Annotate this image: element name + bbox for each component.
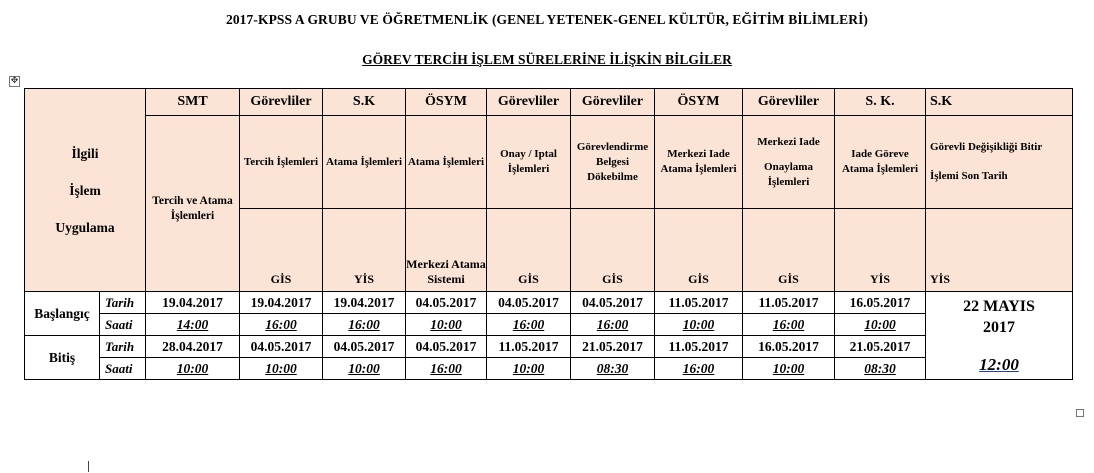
end-time-cell: 16:00 [406,358,487,380]
start-date-cell: 19.04.2017 [146,292,240,314]
start-date-cell: 04.05.2017 [487,292,571,314]
document-subtitle: GÖREV TERCİH İŞLEM SÜRELERİNE İLİŞKİN BİLGİLER [362,52,732,67]
process-header: Merkezi Iade Atama İşlemleri [655,116,743,209]
final-deadline-date: 22 MAYIS [963,298,1035,315]
process-line: Görevli Değişikliği Bitir [930,141,1043,153]
end-date-cell: 21.05.2017 [571,336,655,358]
end-time-cell: 10:00 [323,358,406,380]
start-date-cell: 04.05.2017 [406,292,487,314]
unit-header: ÖSYM [406,89,487,116]
start-time-cell: 16:00 [743,314,835,336]
end-date-cell: 11.05.2017 [655,336,743,358]
end-time-cell: 10:00 [240,358,323,380]
start-time-cell: 16:00 [240,314,323,336]
final-deadline-time: 12:00 [979,355,1019,374]
end-date-cell: 04.05.2017 [323,336,406,358]
end-time-cell: 10:00 [146,358,240,380]
table-move-handle-icon[interactable]: ✥ [10,76,19,86]
system-header: GİS [487,209,571,292]
start-label: Başlangıç [25,292,100,336]
process-header [926,116,1073,209]
start-time-cell: 14:00 [146,314,240,336]
header-row-units [25,89,1073,116]
row-header-cell [25,89,146,292]
process-header: Atama İşlemleri [323,116,406,209]
end-label: Bitiş [25,336,100,380]
system-header: YİS [323,209,406,292]
system-header: YİS [926,209,1073,292]
process-header: Iade Göreve Atama İşlemleri [835,116,926,209]
system-header: YİS [835,209,926,292]
process-line: Merkezi Iade [757,135,820,148]
process-line: İşlemi Son Tarih [930,170,1008,182]
text-cursor [88,461,89,472]
start-time-cell: 16:00 [487,314,571,336]
start-date-cell: 19.04.2017 [323,292,406,314]
process-header [743,116,835,209]
end-time-cell: 10:00 [487,358,571,380]
process-header: Onay / Iptal İşlemleri [487,116,571,209]
start-time-cell: 16:00 [571,314,655,336]
end-time-cell: 08:30 [571,358,655,380]
unit-header: S.K [926,89,1073,116]
date-sublabel: Tarih [100,336,146,358]
row-header-line: İşlem [69,182,101,198]
header-row-process [25,116,1073,209]
date-sublabel: Tarih [100,292,146,314]
end-date-cell: 04.05.2017 [240,336,323,358]
system-header: Merkezi Atama Sistemi [406,209,487,292]
system-header: GİS [655,209,743,292]
time-sublabel: Saati [100,314,146,336]
start-time-cell: 10:00 [835,314,926,336]
row-header-line: İlgili [71,145,99,161]
schedule-table [24,88,1073,380]
start-time-cell: 16:00 [323,314,406,336]
start-time-row [25,314,1073,336]
end-date-cell: 28.04.2017 [146,336,240,358]
unit-header: ÖSYM [655,89,743,116]
end-time-cell: 08:30 [835,358,926,380]
start-time-cell: 10:00 [655,314,743,336]
system-header: GİS [743,209,835,292]
start-date-cell: 11.05.2017 [743,292,835,314]
unit-header: SMT [146,89,240,116]
end-time-row [25,358,1073,380]
process-header: Tercih ve Atama İşlemleri [146,116,240,292]
end-date-row [25,336,1073,358]
end-date-cell: 04.05.2017 [406,336,487,358]
unit-header: Görevliler [571,89,655,116]
process-header: Tercih İşlemleri [240,116,323,209]
system-header: GİS [240,209,323,292]
document-title: 2017-KPSS A GRUBU VE ÖĞRETMENLİK (GENEL YETENEK-GENEL KÜLTÜR, EĞİTİM BİLİMLERİ) [225,12,869,27]
process-header: Atama İşlemleri [406,116,487,209]
end-time-cell: 16:00 [655,358,743,380]
start-date-cell: 11.05.2017 [655,292,743,314]
time-sublabel: Saati [100,358,146,380]
unit-header: S.K [323,89,406,116]
end-date-cell: 16.05.2017 [743,336,835,358]
row-header-line: Uygulama [55,219,115,235]
start-date-cell: 04.05.2017 [571,292,655,314]
start-time-cell: 10:00 [406,314,487,336]
unit-header: Görevliler [240,89,323,116]
process-header: Görevlendirme Belgesi Dökebilme [571,116,655,209]
unit-header: Görevliler [743,89,835,116]
unit-header: Görevliler [487,89,571,116]
start-date-cell: 16.05.2017 [835,292,926,314]
start-date-row [25,292,1073,314]
system-header: GİS [571,209,655,292]
final-deadline-cell [926,292,1073,380]
final-deadline-year: 2017 [983,319,1015,336]
start-date-cell: 19.04.2017 [240,292,323,314]
end-date-cell: 11.05.2017 [487,336,571,358]
unit-header: S. K. [835,89,926,116]
end-time-cell: 10:00 [743,358,835,380]
table-resize-handle[interactable] [1076,409,1084,417]
process-line: Onaylama İşlemleri [764,160,813,188]
end-date-cell: 21.05.2017 [835,336,926,358]
